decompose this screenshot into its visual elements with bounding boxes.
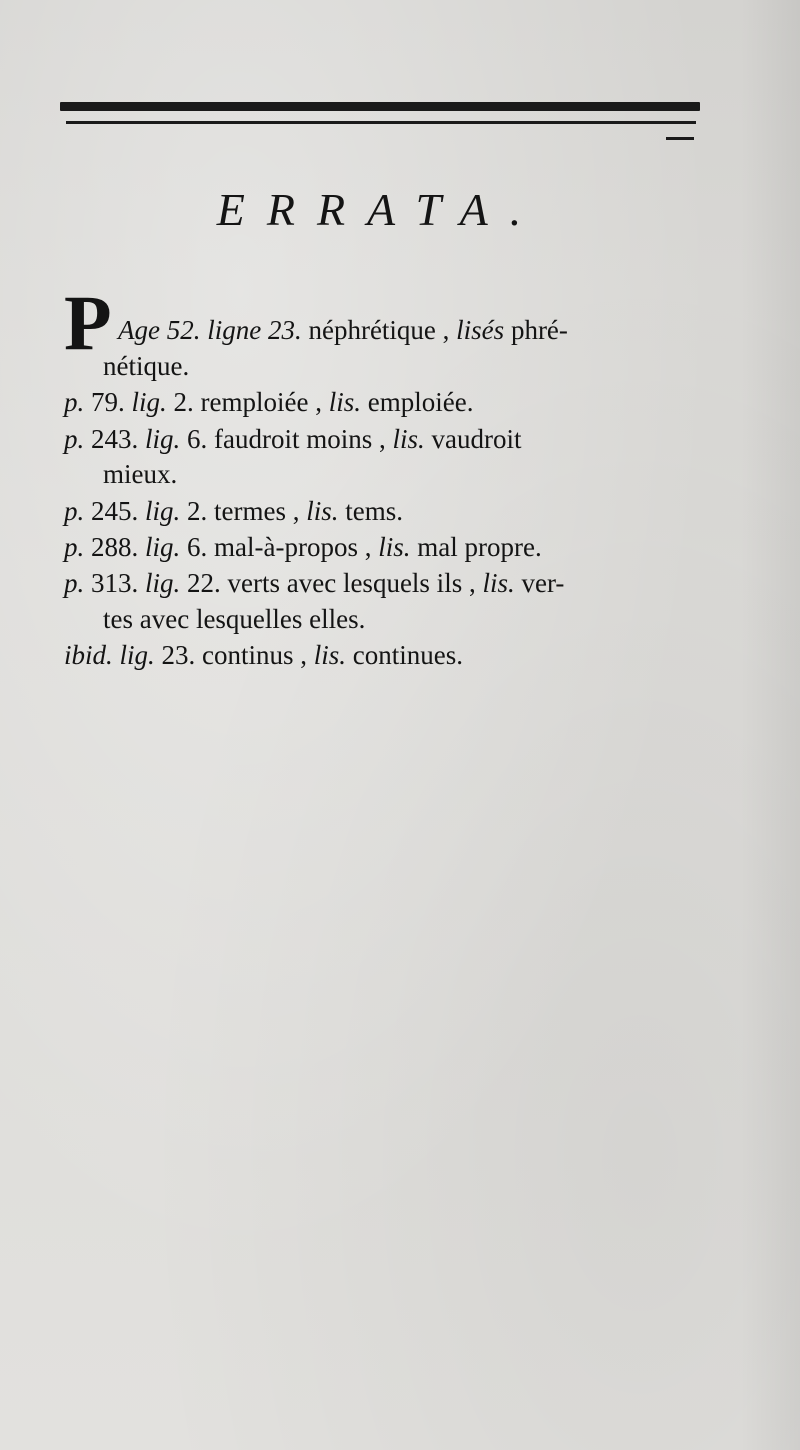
page-title: ERRATA. (216, 184, 544, 235)
errata-text: 79. (84, 387, 132, 417)
errata-reference: lig. (145, 424, 181, 454)
errata-text: 2. remploiée , (166, 387, 329, 417)
errata-reference: p. (64, 496, 85, 526)
errata-entry-continuation: tes avec lesquelles elles. (103, 604, 366, 634)
errata-entry (64, 494, 403, 528)
errata-reference: lig. (145, 496, 181, 526)
errata-entry-continuation: mieux. (103, 459, 178, 489)
errata-reference: p. (64, 532, 85, 562)
errata-text: 23. continus , (154, 640, 314, 670)
header-rule-tick (666, 137, 694, 140)
errata-reference: lis. (306, 496, 339, 526)
errata-text: 243. (84, 424, 145, 454)
errata-text: ver- (514, 568, 565, 598)
errata-reference: p. (64, 424, 85, 454)
errata-text: 6. mal-à-propos , (180, 532, 379, 562)
errata-entry (64, 530, 542, 564)
errata-entry (64, 566, 564, 600)
errata-reference: lis. (392, 424, 425, 454)
errata-text: phré- (504, 315, 568, 345)
errata-reference: lig. (145, 568, 181, 598)
errata-text: 2. termes , (180, 496, 307, 526)
drop-cap: P (64, 279, 112, 366)
errata-entry (64, 422, 522, 456)
errata-text: emploiée. (360, 387, 474, 417)
errata-text: néphrétique , (301, 315, 457, 345)
errata-entry (64, 385, 473, 419)
errata-reference: lis. (313, 640, 347, 670)
errata-reference: lisés (456, 315, 505, 345)
errata-text: 6. faudroit moins , (180, 424, 393, 454)
errata-reference: lig. (145, 532, 181, 562)
errata-reference: ibid. lig. (64, 640, 155, 670)
errata-text: 313. (84, 568, 145, 598)
errata-reference: p. (64, 387, 85, 417)
errata-text: mal propre. (410, 532, 542, 562)
header-rule-thin (66, 121, 696, 124)
errata-entry (64, 638, 463, 672)
errata-text: tems. (338, 496, 404, 526)
errata-reference: p. (64, 568, 85, 598)
errata-reference: lig. (131, 387, 167, 417)
errata-text: vaudroit (424, 424, 522, 454)
errata-entry (118, 313, 568, 347)
errata-text: 245. (84, 496, 145, 526)
errata-reference: Age 52. ligne 23. (118, 315, 302, 345)
header-rule-thick (60, 102, 700, 111)
errata-reference: lis. (482, 568, 515, 598)
errata-reference: lis. (328, 387, 361, 417)
errata-reference: lis. (378, 532, 411, 562)
errata-text: 22. verts avec lesquels ils , (180, 568, 483, 598)
errata-text: 288. (84, 532, 145, 562)
errata-text: continues. (346, 640, 464, 670)
errata-entry-continuation: nétique. (103, 351, 190, 381)
